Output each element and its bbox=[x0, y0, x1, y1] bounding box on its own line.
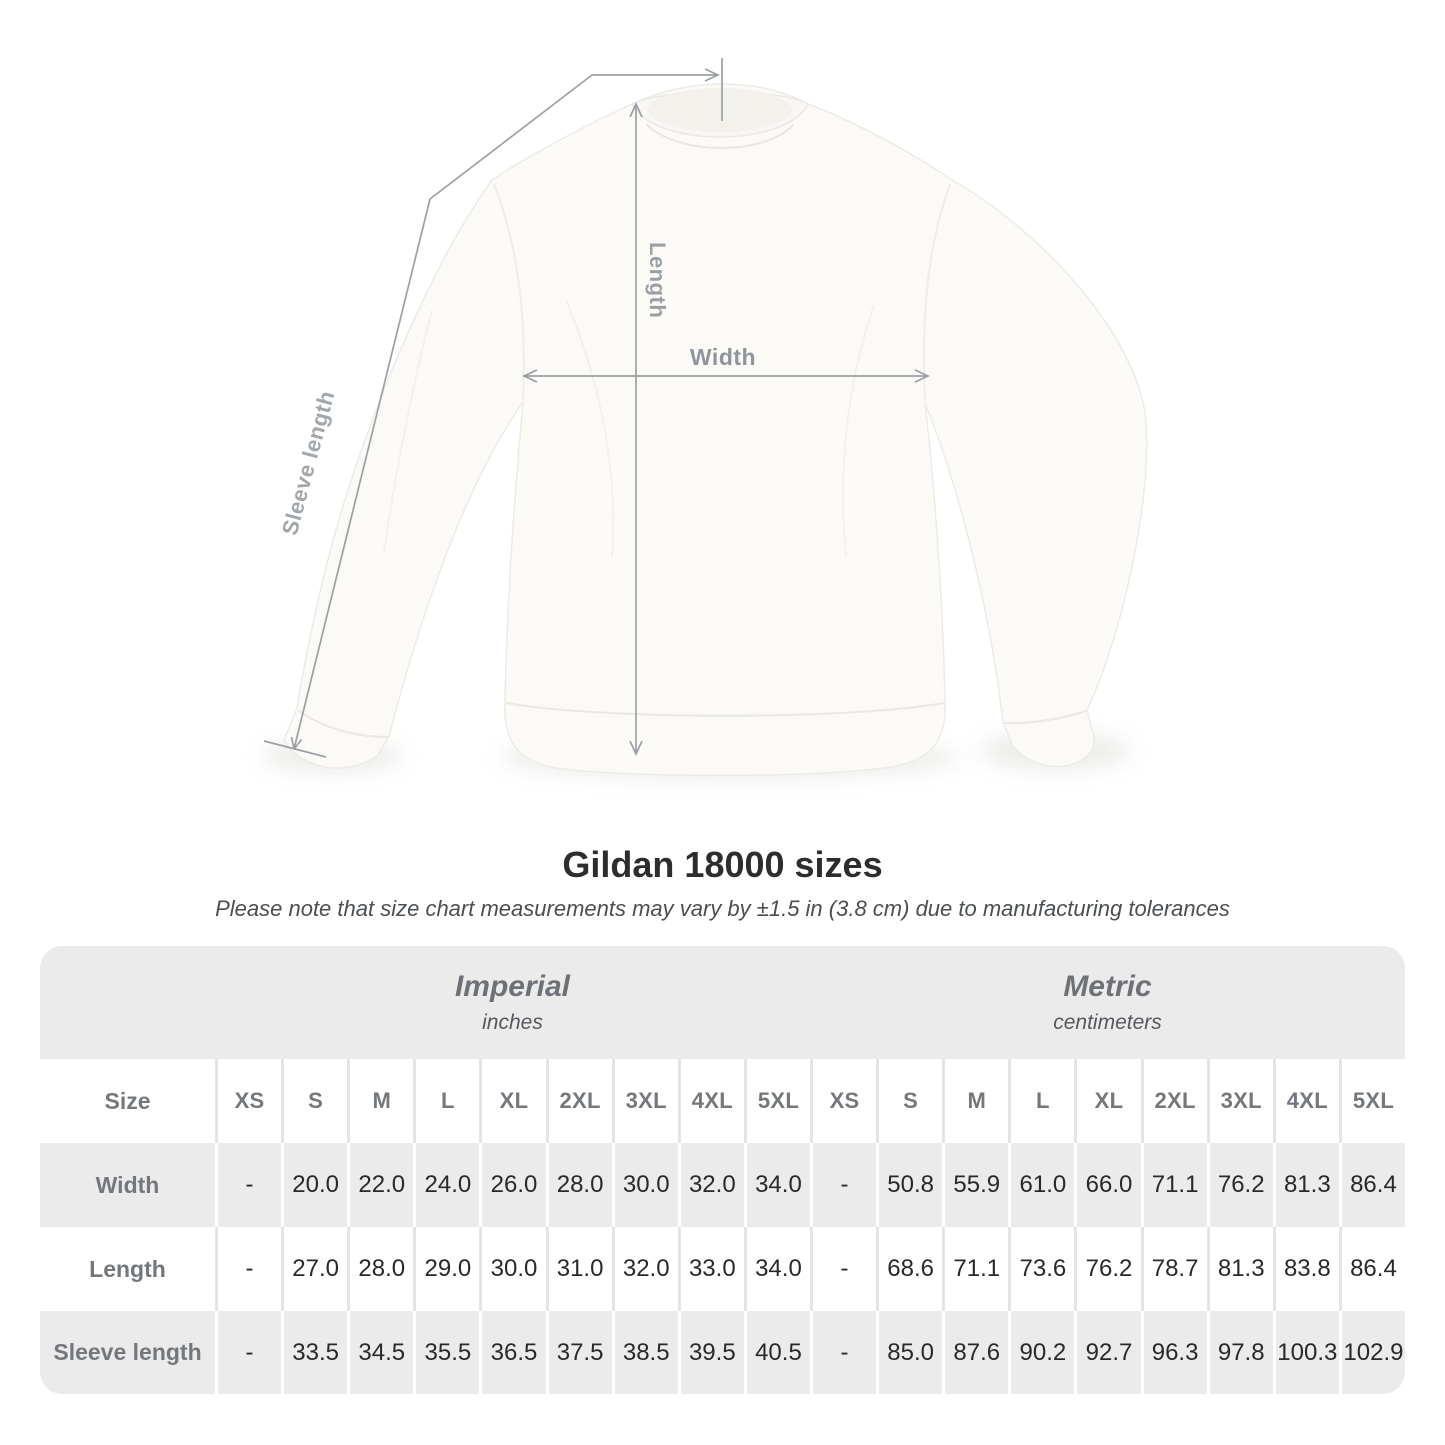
unit-group-imperial bbox=[215, 946, 810, 1059]
table-cell: 87.6 bbox=[942, 1311, 1008, 1394]
table-body bbox=[40, 1143, 1405, 1394]
size-corner-label: Size bbox=[104, 1087, 151, 1114]
table-cell: - bbox=[215, 1311, 281, 1394]
table-cell: 96.3 bbox=[1141, 1311, 1207, 1394]
size-column-header: S bbox=[876, 1059, 942, 1143]
table-cell: 36.5 bbox=[479, 1311, 545, 1394]
table-cell: 66.0 bbox=[1074, 1143, 1140, 1227]
table-cell: 71.1 bbox=[942, 1227, 1008, 1311]
table-cell: 29.0 bbox=[413, 1227, 479, 1311]
size-column-header: 4XL bbox=[678, 1059, 744, 1143]
size-column-header: L bbox=[413, 1059, 479, 1143]
table-cell: 26.0 bbox=[479, 1143, 545, 1227]
table-cell: 38.5 bbox=[612, 1311, 678, 1394]
table-cell: 28.0 bbox=[546, 1143, 612, 1227]
table-cell: 102.9 bbox=[1339, 1311, 1405, 1394]
title-block bbox=[0, 844, 1445, 922]
size-column-header: 5XL bbox=[744, 1059, 810, 1143]
table-cell: 35.5 bbox=[413, 1311, 479, 1394]
size-column-header: XL bbox=[479, 1059, 545, 1143]
table-cell: 27.0 bbox=[281, 1227, 347, 1311]
size-table bbox=[40, 946, 1405, 1394]
table-cell: 39.5 bbox=[678, 1311, 744, 1394]
table-cell: - bbox=[215, 1143, 281, 1227]
row-label: Sleeve length bbox=[53, 1339, 202, 1365]
table-cell: 24.0 bbox=[413, 1143, 479, 1227]
table-cell: - bbox=[810, 1143, 876, 1227]
size-column-header: XS bbox=[810, 1059, 876, 1143]
table-cell: 20.0 bbox=[281, 1143, 347, 1227]
table-cell: 81.3 bbox=[1207, 1227, 1273, 1311]
size-column-header: 2XL bbox=[1141, 1059, 1207, 1143]
size-column-header: L bbox=[1008, 1059, 1074, 1143]
table-cell: 92.7 bbox=[1074, 1311, 1140, 1394]
neck-opening bbox=[648, 88, 792, 132]
table-cell: 55.9 bbox=[942, 1143, 1008, 1227]
table-cell: 33.5 bbox=[281, 1311, 347, 1394]
imperial-sublabel: inches bbox=[482, 1011, 543, 1034]
size-column-header: S bbox=[281, 1059, 347, 1143]
size-column-header: XS bbox=[215, 1059, 281, 1143]
table-cell: 34.0 bbox=[744, 1143, 810, 1227]
table-cell: 85.0 bbox=[876, 1311, 942, 1394]
page-title: Gildan 18000 sizes bbox=[562, 844, 883, 885]
table-cell: 83.8 bbox=[1273, 1227, 1339, 1311]
table-row bbox=[40, 1227, 1405, 1311]
width-label: Width bbox=[689, 344, 757, 370]
size-column-header: 2XL bbox=[546, 1059, 612, 1143]
table-cell: 30.0 bbox=[612, 1143, 678, 1227]
table-cell: 78.7 bbox=[1141, 1227, 1207, 1311]
table-cell: 71.1 bbox=[1141, 1143, 1207, 1227]
table-row bbox=[40, 1311, 1405, 1394]
table-cell: 37.5 bbox=[546, 1311, 612, 1394]
table-cell: 86.4 bbox=[1339, 1143, 1405, 1227]
table-cell: 97.8 bbox=[1207, 1311, 1273, 1394]
table-cell: 86.4 bbox=[1339, 1227, 1405, 1311]
row-label: Width bbox=[95, 1171, 160, 1198]
table-cell: 73.6 bbox=[1008, 1227, 1074, 1311]
row-label: Length bbox=[89, 1255, 166, 1282]
size-header-row bbox=[40, 1059, 1405, 1143]
table-cell: - bbox=[810, 1311, 876, 1394]
table-cell: 68.6 bbox=[876, 1227, 942, 1311]
table-cell: 90.2 bbox=[1008, 1311, 1074, 1394]
table-cell: 34.0 bbox=[744, 1227, 810, 1311]
table-cell: 30.0 bbox=[479, 1227, 545, 1311]
table-cell: 50.8 bbox=[876, 1143, 942, 1227]
table-cell: 61.0 bbox=[1008, 1143, 1074, 1227]
size-column-header: 3XL bbox=[612, 1059, 678, 1143]
table-cell: 76.2 bbox=[1207, 1143, 1273, 1227]
table-cell: 40.5 bbox=[744, 1311, 810, 1394]
size-column-header: 4XL bbox=[1273, 1059, 1339, 1143]
imperial-label: Imperial bbox=[454, 970, 571, 1003]
size-column-header: 5XL bbox=[1339, 1059, 1405, 1143]
table-cell: - bbox=[810, 1227, 876, 1311]
size-column-header: 3XL bbox=[1207, 1059, 1273, 1143]
table-cell: 33.0 bbox=[678, 1227, 744, 1311]
table-cell: 81.3 bbox=[1273, 1143, 1339, 1227]
metric-label: Metric bbox=[1063, 970, 1152, 1003]
length-label: Length bbox=[645, 242, 670, 319]
table-cell: 28.0 bbox=[347, 1227, 413, 1311]
size-column-header: M bbox=[347, 1059, 413, 1143]
table-cell: 100.3 bbox=[1273, 1311, 1339, 1394]
table-cell: 32.0 bbox=[678, 1143, 744, 1227]
table-row bbox=[40, 1143, 1405, 1227]
table-cell: 32.0 bbox=[612, 1227, 678, 1311]
table-cell: 76.2 bbox=[1074, 1227, 1140, 1311]
table-cell: 31.0 bbox=[546, 1227, 612, 1311]
unit-group-metric bbox=[810, 946, 1405, 1059]
sleeve-length-label: Sleeve length bbox=[276, 387, 340, 538]
table-cell: - bbox=[215, 1227, 281, 1311]
table-cell: 22.0 bbox=[347, 1143, 413, 1227]
table-cell: 34.5 bbox=[347, 1311, 413, 1394]
tolerance-note: Please note that size chart measurements may vary by ±1.5 in (3.8 cm) due to manufacturing tolerances bbox=[215, 896, 1230, 921]
unit-header-row bbox=[40, 946, 1405, 1059]
sweatshirt-body bbox=[284, 84, 1147, 776]
size-column-header: XL bbox=[1074, 1059, 1140, 1143]
metric-sublabel: centimeters bbox=[1053, 1011, 1162, 1034]
size-column-header: M bbox=[942, 1059, 1008, 1143]
